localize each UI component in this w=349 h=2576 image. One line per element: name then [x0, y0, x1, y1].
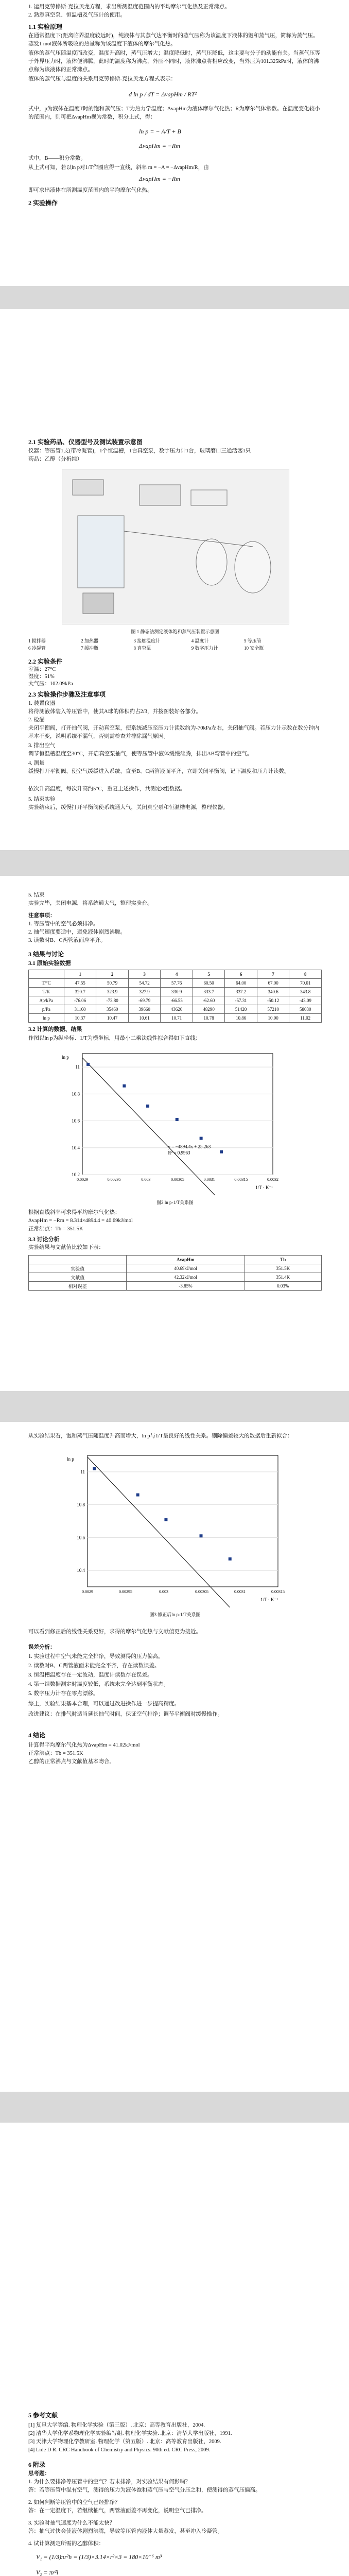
- raw-data-cell: p/Pa: [29, 1005, 64, 1014]
- comparison-header-cell: [29, 1256, 127, 1264]
- equation: V₂ = πr²l: [36, 2569, 59, 2576]
- paragraph: 关闭平衡阀，打开抽气阀，开动真空泵，使系统减压至压力计读数约为-70kPa左右，关闭抽气阀。若压力计示数在数分钟内基本不变，说明系统不漏气，否则需检查并排除漏气原因。: [28, 725, 320, 739]
- paragraph: 2. 抽气速度要适中，避免液体剧烈沸腾。: [28, 929, 126, 935]
- paragraph: 答：若等压管中混有空气，测得的压力为液体饱和蒸气压与空气分压之和，使测得的蒸气压偏高。: [28, 2487, 261, 2493]
- paragraph: 可以看到修正后的线性关系更好，求得的摩尔气化热与文献值更为接近。: [28, 1629, 201, 1635]
- legend-item: 9 数字压力计: [191, 646, 218, 651]
- paragraph: 4. 试计算测定所需的乙醇体积：: [28, 2541, 104, 2547]
- raw-data-row: [29, 1014, 322, 1023]
- raw-data-cell: -50.12: [257, 996, 289, 1005]
- raw-data-cell: 10.78: [193, 1014, 225, 1023]
- data-point: [200, 1534, 203, 1537]
- x-tick-label: 0.00295: [119, 1589, 132, 1594]
- raw-data-cell: 35460: [96, 1005, 129, 1014]
- paragraph: 药品：乙醇（分析纯）: [28, 456, 82, 462]
- raw-data-cell: T/K: [29, 988, 64, 996]
- paragraph: 依次升高温度，每次升高约5°C，重复上述操作，共测定8组数据。: [28, 786, 186, 792]
- legend-item: 3 接触温度计: [133, 638, 161, 643]
- raw-data-cell: 10.90: [257, 1014, 289, 1023]
- data-point: [136, 1494, 139, 1497]
- lnp-vs-invT-chart: [57, 1046, 283, 1195]
- raw-data-cell: -57.31: [225, 996, 257, 1005]
- paragraph: 缓慢打开平衡阀，使空气缓缓进入系统，直至B、C两管液面平齐，立即关闭平衡阀，记下温度和压力计读数。: [28, 769, 290, 774]
- comparison-cell: 42.32kJ/mol: [127, 1273, 245, 1282]
- section-title: 4 结论: [28, 1732, 46, 1739]
- raw-data-cell: 48290: [193, 1005, 225, 1014]
- equation: ΔvapHm = −Rm: [139, 175, 180, 182]
- raw-data-cell: 10.86: [225, 1014, 257, 1023]
- paragraph: 即可求出液体在所测温度范围内的平均摩尔气化热。: [28, 188, 153, 193]
- y-axis-label: ln p: [62, 1055, 69, 1060]
- raw-data-cell: 10.47: [96, 1014, 129, 1023]
- paragraph: 仪器：等压管1支(带冷凝管)，1个恒温槽，1台真空泵，数字压力计1台，玻璃磨口三通活塞1只: [28, 448, 251, 454]
- data-point: [86, 1063, 90, 1066]
- paragraph: 注意事项：: [28, 913, 56, 919]
- raw-data-cell: -76.06: [64, 996, 96, 1005]
- paragraph: 作图以ln p为纵坐标、1/T为横坐标，用最小二乘法线性拟合得如下直线：: [28, 1036, 201, 1041]
- x-tick-label: 0.0031: [234, 1589, 246, 1594]
- paragraph: ΔvapHm = −Rm = 8.314×4894.4 = 40.69kJ/mol: [28, 1218, 133, 1224]
- raw-data-row: [29, 988, 322, 996]
- data-point: [123, 1084, 126, 1088]
- comparison-cell: 相对误差: [29, 1282, 127, 1291]
- raw-data-cell: -73.80: [96, 996, 129, 1005]
- raw-data-cell: 327.9: [128, 988, 161, 996]
- section-title: 2.1 实验药品、仪器型号及测试装置示意图: [28, 438, 143, 446]
- legend-item: 5 等压管: [244, 638, 261, 643]
- legend-item: 6 冷凝管: [28, 646, 46, 651]
- paragraph: 湿度：51%: [28, 674, 55, 680]
- raw-data-cell: 10.61: [128, 1014, 161, 1023]
- section-title: 2.2 实验条件: [28, 658, 63, 665]
- paragraph: 计算得平均摩尔气化热为ΔvapHm = 41.02kJ/mol: [28, 1742, 140, 1748]
- x-tick-label: 0.0032: [267, 1177, 278, 1182]
- comparison-row: [29, 1282, 322, 1291]
- raw-data-cell: 51420: [225, 1005, 257, 1014]
- raw-data-cell: -62.60: [193, 996, 225, 1005]
- y-tick-label: 11: [80, 1469, 85, 1475]
- paragraph: 3. 实验时抽气速度为什么不能太快？: [28, 2520, 115, 2526]
- paragraph: 思考题：: [28, 2471, 50, 2477]
- page-3: [0, 876, 349, 1391]
- equation: ΔvapHm = −Rm: [139, 142, 180, 149]
- paragraph: 改进建议：在排气时适当延长抽气时间，保证空气排净；调节平衡阀时缓慢操作。: [28, 1711, 223, 1717]
- y-tick-label: 11: [75, 1064, 80, 1070]
- x-tick-label: 0.0031: [203, 1177, 215, 1182]
- y-tick-label: 10.6: [77, 1535, 85, 1540]
- y-tick-label: 10.4: [72, 1145, 80, 1150]
- paragraph: 调节恒温槽温度至30°C，开启真空泵抽气，使等压管中液体缓慢沸腾，排出AB弯管中的空气。: [28, 751, 253, 757]
- figure-caption: 图 1 静态法测定液体饱和蒸气压装置示意图: [131, 629, 219, 634]
- apparatus-figure: [62, 469, 289, 624]
- paragraph: 将待测液体装入等压管中，使其A球的体积约占2/3，并按图装好各部分。: [28, 709, 201, 715]
- raw-data-cell: 330.9: [161, 988, 193, 996]
- raw-data-cell: 11.02: [289, 1014, 322, 1023]
- intro-line: 2. 熟悉真空泵、恒温槽及气压计的使用。: [28, 12, 126, 18]
- x-tick-label: 0.0029: [82, 1589, 93, 1594]
- x-axis-label: 1/T · K⁻¹: [255, 1185, 273, 1190]
- page-gap: [0, 850, 349, 876]
- x-tick-label: 0.00315: [271, 1589, 285, 1594]
- section-title: 3 结果与讨论: [28, 951, 64, 958]
- comparison-cell: 40.69kJ/mol: [127, 1264, 245, 1273]
- raw-data-header-cell: 2: [96, 970, 129, 979]
- paragraph: 2. 如何判断等压管中的空气已经排净？: [28, 2500, 120, 2505]
- fit-r2: R² = 0.9963: [168, 1150, 190, 1156]
- x-tick-label: 0.003: [141, 1177, 151, 1182]
- data-point: [220, 1150, 223, 1154]
- paragraph: 液体的蒸气压与温度的关系用克劳修斯-克拉贝龙方程式表示：: [28, 76, 176, 82]
- comparison-header-cell: ΔvapHm: [127, 1256, 245, 1264]
- reference: [1] 复旦大学等编. 物理化学实验（第三版）. 北京：高等教育出版社，2004.: [28, 2422, 205, 2428]
- legend-item: 4 温度计: [191, 638, 209, 643]
- raw-data-header-cell: 8: [289, 970, 322, 979]
- paragraph: 4. 测量: [28, 760, 45, 766]
- paragraph: 5. 结束: [28, 892, 45, 898]
- page-gap: [0, 1391, 349, 1422]
- data-point: [164, 1518, 167, 1521]
- legend-item: 10 安全瓶: [244, 646, 264, 651]
- lnp-vs-invT-corrected-chart: [62, 1448, 288, 1607]
- data-point: [200, 1137, 203, 1140]
- raw-data-cell: 343.8: [289, 988, 322, 996]
- y-tick-label: 10.8: [72, 1091, 80, 1097]
- paragraph: 答：抽气过快会使液体剧烈沸腾，导致等压管内液体大量蒸发，甚至冲入冷凝管。: [28, 2529, 223, 2534]
- paragraph: 3. 恒温槽温度存在一定波动，温度计读数存在误差。: [28, 1672, 153, 1678]
- equation: ln p = − A/T + B: [139, 128, 181, 135]
- page-gap: [0, 2092, 349, 2123]
- raw-data-cell: 39660: [128, 1005, 161, 1014]
- fit-equation: y = −4894.4x + 25.263: [168, 1144, 211, 1149]
- raw-data-cell: 10.71: [161, 1014, 193, 1023]
- page-2: [0, 309, 349, 850]
- legend-item: 2 加热器: [81, 638, 99, 643]
- paragraph: 误差分析：: [28, 1645, 56, 1650]
- paragraph: 1. 实验过程中空气未能完全排净，导致测得的压力偏高。: [28, 1654, 164, 1659]
- y-tick-label: 10.6: [72, 1118, 80, 1124]
- paragraph: 2. 检漏: [28, 717, 45, 723]
- comparison-cell: -3.85%: [127, 1282, 245, 1291]
- paragraph: 从实验结果看，饱和蒸气压随温度升高而增大，ln p与1/T呈良好的线性关系。剔除偏差较大的数据后重新拟合：: [28, 1433, 293, 1439]
- intro-line: 1. 运用克劳修斯-克拉贝龙方程，求出所测温度范围内的平均摩尔气化热及正常沸点。: [28, 4, 230, 10]
- paragraph: 实验结束后，缓慢打开平衡阀使系统通大气，关闭真空泵和恒温槽电源，整理仪器。: [28, 805, 229, 810]
- raw-data-cell: 67.00: [257, 979, 289, 988]
- raw-data-cell: 50.79: [96, 979, 129, 988]
- paragraph: 5. 数字压力计存在零点漂移。: [28, 1691, 99, 1697]
- paragraph: 乙醇的正常沸点与文献值基本吻合。: [28, 1759, 115, 1765]
- page-1: [0, 0, 349, 286]
- raw-data-header-cell: 5: [193, 970, 225, 979]
- equation: V₁ = (1/3)πr²h = (1/3)×3.14×r²×3 = 180×10⁻⁶ m³: [36, 2553, 162, 2561]
- raw-data-cell: 58030: [289, 1005, 322, 1014]
- raw-data-header-cell: 6: [225, 970, 257, 979]
- raw-data-table: [28, 970, 322, 1023]
- raw-data-cell: 54.72: [128, 979, 161, 988]
- section-title: 2.3 实验操作步骤及注意事项: [28, 691, 106, 698]
- raw-data-header-cell: [29, 970, 64, 979]
- paragraph: 2. 读数时B、C两管液面未能完全平齐，存在读数误差。: [28, 1663, 160, 1669]
- paragraph: 综上，实验结果基本合理，可以通过改进操作进一步提高精度。: [28, 1701, 180, 1707]
- paragraph: 1. 为什么要排净等压管中的空气？若未排净，对实验结果有何影响？: [28, 2479, 190, 2485]
- paragraph: 4. 第一组数据测定时温度较低，系统未完全达到平衡状态。: [28, 1682, 169, 1687]
- raw-data-header-cell: 3: [128, 970, 161, 979]
- raw-data-cell: 323.9: [96, 988, 129, 996]
- section-title: 3.2 计算的数据、结果: [28, 1026, 82, 1032]
- comparison-row: [29, 1273, 322, 1282]
- paragraph: 答：在一定温度下，若继续抽气，两管液面差不再变化，说明空气已排净。: [28, 2508, 207, 2514]
- page-gap: [0, 286, 349, 309]
- paragraph: 5. 结束实验: [28, 796, 56, 802]
- paragraph: 液体的蒸气压随温度而改变，温度升高时，蒸气压增大；温度降低时，蒸气压降低，这主要与分子的动能有关。当蒸气压等于外界压力时，液体便沸腾，此时的温度称为沸点，外压不同时，液体沸点将相应改变，当外压为101.325kPa时，液体的沸点称为该液体的正常沸点。: [28, 50, 320, 73]
- comparison-cell: 351.5K: [245, 1264, 321, 1273]
- raw-data-header-cell: 7: [257, 970, 289, 979]
- data-point: [176, 1118, 179, 1121]
- paragraph: 实验结果与文献值比较如下表：: [28, 1245, 104, 1250]
- raw-data-header-cell: 1: [64, 970, 96, 979]
- raw-data-cell: 43620: [161, 1005, 193, 1014]
- section-title: 3.3 讨论分析: [28, 1236, 60, 1243]
- raw-data-cell: 31160: [64, 1005, 96, 1014]
- raw-data-cell: -69.79: [128, 996, 161, 1005]
- figure-caption: 图2 ln p-1/T关系图: [156, 1200, 194, 1205]
- data-point: [229, 1557, 232, 1561]
- raw-data-cell: 320.7: [64, 988, 96, 996]
- legend-item: 7 缓冲瓶: [81, 646, 99, 651]
- legend-row: [28, 644, 322, 652]
- comparison-header-cell: Tb: [245, 1256, 321, 1264]
- legend-item: 8 真空泵: [133, 646, 151, 651]
- y-tick-label: 10.4: [77, 1568, 85, 1573]
- reference: [2] 清华大学化学系物理化学实验编写组. 物理化学实验. 北京：清华大学出版社，1991.: [28, 2431, 232, 2436]
- section-title: 3.1 原始实验数据: [28, 960, 71, 967]
- y-axis-label: ln p: [67, 1456, 74, 1462]
- data-point: [93, 1467, 96, 1470]
- paragraph: 3. 排出空气: [28, 743, 56, 749]
- x-tick-label: 0.00305: [171, 1177, 184, 1182]
- paragraph: 式中，p为液体在温度T时的饱和蒸气压；T为热力学温度；ΔvapHm为液体摩尔气化热；R为摩尔气体常数。在温度变化较小的范围内，则可把ΔvapHm视为常数，积分上式，得：: [28, 106, 320, 120]
- paragraph: 实验完毕，关闭电源，将系统通大气，整理实验台。: [28, 901, 153, 906]
- section-title: 1.1 实验原理: [28, 23, 63, 30]
- paragraph: 正常沸点：Tb = 351.5K: [28, 1751, 83, 1756]
- equation: d ln p / dT = ΔvapHm / RT²: [129, 91, 197, 98]
- x-tick-label: 0.00295: [107, 1177, 121, 1182]
- section-title: 2 实验操作: [28, 199, 58, 207]
- comparison-row: [29, 1264, 322, 1273]
- comparison-cell: 实验值: [29, 1264, 127, 1273]
- raw-data-row: [29, 979, 322, 988]
- paragraph: 大气压：102.09kPa: [28, 681, 73, 687]
- comparison-cell: 0.03%: [245, 1282, 321, 1291]
- paragraph: 正常沸点：Tb = 351.5K: [28, 1226, 83, 1232]
- paragraph: 从上式可知，若以ln p对1/T作图应得一直线，斜率 m = −A = −ΔvapHm/R，由: [28, 165, 209, 171]
- raw-data-cell: Δp/kPa: [29, 996, 64, 1005]
- data-point: [146, 1105, 149, 1108]
- raw-data-cell: 64.00: [225, 979, 257, 988]
- plot-frame: [88, 1455, 278, 1587]
- legend-item: 1 搅拌器: [28, 638, 46, 643]
- paragraph: 在通常温度下(距离临界温度较远时)，纯液体与其蒸气达平衡时的蒸气压称为该温度下液体的饱和蒸气压，简称为蒸气压。蒸发1 mol液体所吸收的热量称为该温度下液体的摩尔气化热。: [28, 33, 319, 47]
- comparison-table: [28, 1255, 322, 1291]
- raw-data-cell: 333.7: [193, 988, 225, 996]
- x-axis-label: 1/T · K⁻¹: [260, 1597, 278, 1602]
- raw-data-header-cell: 4: [161, 970, 193, 979]
- raw-data-cell: ln p: [29, 1014, 64, 1023]
- x-tick-label: 0.003: [159, 1589, 168, 1594]
- raw-data-cell: T/°C: [29, 979, 64, 988]
- raw-data-row: [29, 1005, 322, 1014]
- raw-data-cell: 57210: [257, 1005, 289, 1014]
- paragraph: 室温：27°C: [28, 667, 56, 672]
- page-4: [0, 1422, 349, 2092]
- page-5: [0, 2123, 349, 2576]
- raw-data-cell: 340.6: [257, 988, 289, 996]
- reference: [3] 天津大学物理化学教研室. 物理化学（第五版）. 北京：高等教育出版社，2009.: [28, 2439, 221, 2445]
- raw-data-cell: 57.76: [161, 979, 193, 988]
- figure-caption: 图3 修正后ln p-1/T关系图: [149, 1612, 201, 1617]
- raw-data-cell: 60.50: [193, 979, 225, 988]
- raw-data-cell: 47.55: [64, 979, 96, 988]
- raw-data-row: [29, 996, 322, 1005]
- raw-data-cell: 10.37: [64, 1014, 96, 1023]
- raw-data-cell: 70.01: [289, 979, 322, 988]
- section-title: 5 参考文献: [28, 2412, 58, 2419]
- paragraph: 式中，B——积分常数。: [28, 156, 86, 161]
- x-tick-label: 0.00315: [234, 1177, 248, 1182]
- raw-data-cell: -43.09: [289, 996, 322, 1005]
- comparison-cell: 文献值: [29, 1273, 127, 1282]
- paragraph: 根据直线斜率可求得平均摩尔气化热：: [28, 1210, 120, 1215]
- x-tick-label: 0.00305: [195, 1589, 208, 1594]
- paragraph: 3. 读数时B、C两管液面应平齐。: [28, 938, 106, 943]
- raw-data-cell: -66.55: [161, 996, 193, 1005]
- reference: [4] Lide D R. CRC Handbook of Chemistry and Physics. 90th ed. CRC Press, 2009.: [28, 2447, 211, 2453]
- y-tick-label: 10.2: [72, 1172, 80, 1177]
- paragraph: 1. 等压管中的空气必须排净。: [28, 921, 99, 927]
- x-tick-label: 0.0029: [77, 1177, 88, 1182]
- paragraph: 1. 装置仪器: [28, 701, 56, 706]
- y-tick-label: 10.8: [77, 1502, 85, 1507]
- section-title: 6 附录: [28, 2461, 46, 2468]
- comparison-cell: 351.4K: [245, 1273, 321, 1282]
- raw-data-cell: 337.2: [225, 988, 257, 996]
